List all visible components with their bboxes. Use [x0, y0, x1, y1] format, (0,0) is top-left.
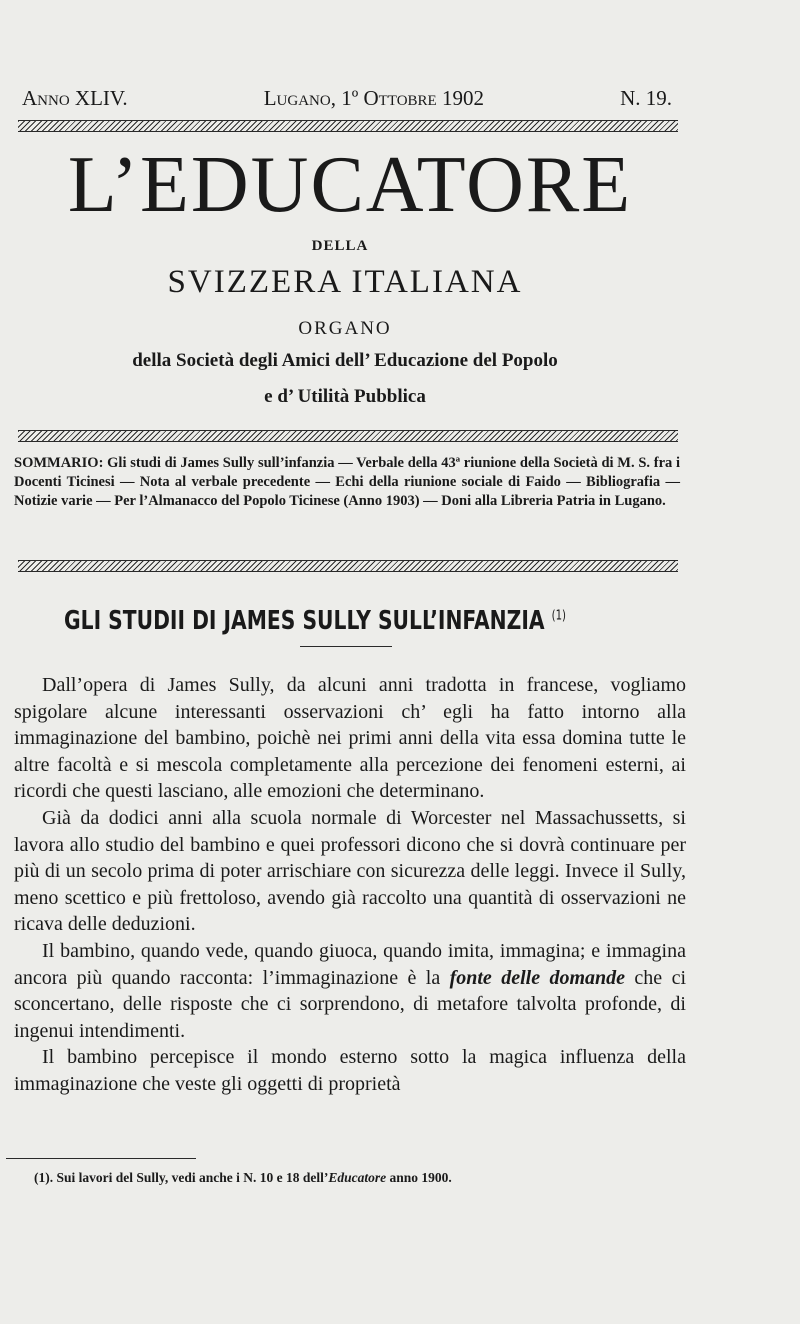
journal-organo: ORGANO	[298, 318, 392, 339]
article-body	[14, 672, 686, 1098]
footnote	[34, 1170, 674, 1186]
sommario-divider	[18, 560, 678, 572]
paragraph-3-part-a: Il bambino, quando vede, quando giuoca, quando imita, immagina; e immagina ancora più quando racconta: l’immaginazione è la	[14, 939, 686, 989]
journal-subtitle: SVIZZERA ITALIANA	[167, 264, 523, 300]
journal-della: DELLA	[311, 238, 369, 254]
issue-header	[22, 86, 672, 111]
issue-year: Anno XLIV.	[22, 86, 128, 110]
paragraph-3-emphasis: fonte delle domande	[449, 966, 626, 989]
paragraph-3	[14, 938, 686, 1044]
title-rule	[300, 646, 392, 647]
issue-number: N. 19.	[620, 86, 672, 110]
footnote-ref: (1)	[551, 608, 567, 624]
article-title	[64, 606, 566, 636]
sommario-text: Gli studi di James Sully sull’infanzia — Verbale della 43ª riunione della Società di M. S. fra i Docenti Ticinesi — Nota al verbale precedente — Echi della riunione sociale di Faido — Bibliografia — Notizie varie — Per l’Almanacco del Popolo Ticinese (Anno 1903) — Doni alla Libreria Patria in Lugano.	[14, 455, 681, 509]
table-of-contents	[14, 454, 680, 511]
footnote-part-a: (1). Sui lavori del Sully, vedi anche i N. 10 e 18 dell’	[34, 1170, 329, 1185]
masthead-divider	[18, 430, 678, 442]
journal-utility-line: e d’ Utilità Pubblica	[264, 386, 426, 407]
footnote-part-b: anno 1900.	[386, 1170, 452, 1185]
sommario-label: SOMMARIO:	[14, 455, 104, 471]
paragraph-1: Dall’opera di James Sully, da alcuni anni tradotta in francese, vogliamo spigolare alcune interessanti osservazioni ch’ egli ha fatto intorno alla immaginazione del bambino, poichè nei primi anni della vita essa domina tutte le altre facoltà e si mescola completamente alla percezione dei fenomeni esterni, ai ricordi che questi lasciano, alle emozioni che determinano.	[14, 674, 686, 803]
footnote-rule	[6, 1158, 196, 1159]
footnote-emphasis: Educatore	[328, 1170, 387, 1185]
journal-society-line: della Società degli Amici dell’ Educazione del Popolo	[132, 350, 558, 371]
paragraph-4: Il bambino percepisce il mondo esterno sotto la magica influenza della immaginazione che veste gli oggetti di proprietà	[14, 1046, 686, 1095]
issue-place-date: Lugano, 1º Ottobre 1902	[263, 86, 484, 110]
paragraph-3-part-b: che ci sconcertano, delle risposte che ci sorprendono, di metafore talvolta profonde, di ingenui intendimenti.	[14, 966, 687, 1042]
paragraph-2: Già da dodici anni alla scuola normale di Worcester nel Massachussetts, si lavora allo studio del bambino e quei professori dicono che si dovrà continuare per più di un secolo prima di poter arrischiare con sicurezza delle leggi. Invece il Sully, meno scettico e più frettoloso, avendo già raccolto una quantità di osservazioni ne ricava delle deduzioni.	[14, 806, 686, 936]
journal-title: L’EDUCATORE	[67, 141, 633, 229]
article-title-text: GLI STUDII DI JAMES SULLY SULL’INFANZIA	[64, 606, 545, 636]
header-divider	[18, 120, 678, 132]
